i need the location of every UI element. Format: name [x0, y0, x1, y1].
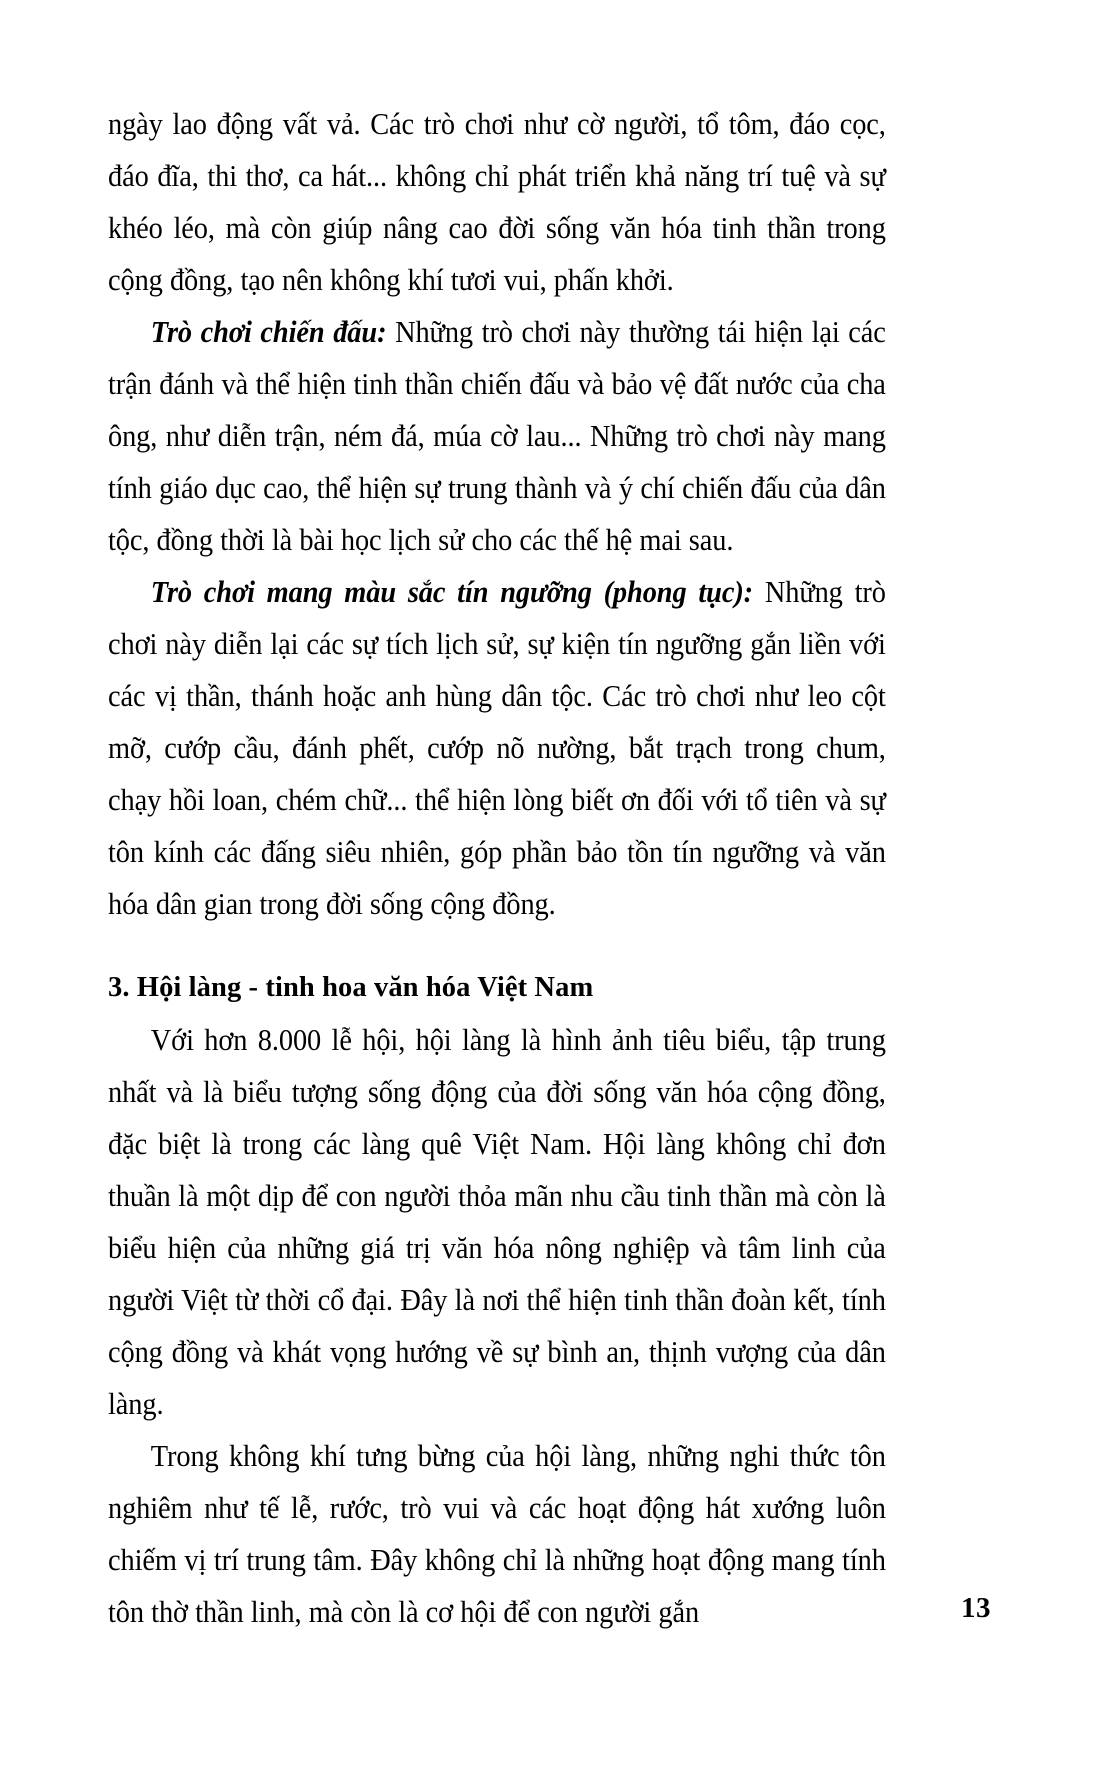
paragraph-lead-in: Trò chơi chiến đấu:	[150, 315, 387, 349]
paragraph-combat-games	[108, 306, 886, 566]
paragraph-text: Trong không khí tưng bừng của hội làng, những nghi thức tôn nghiêm như tế lễ, rước, trò vui và các hoạt động hát xướng luôn chiếm vị trí trung tâm. Đây không chỉ là những hoạt động mang tính tôn thờ thần linh, mà còn là cơ hội để con người gắn	[108, 1439, 886, 1629]
page-text-column	[108, 98, 886, 1638]
paragraph-continuation	[108, 98, 886, 306]
paragraph-village-festival-atmosphere	[108, 1430, 886, 1638]
page-number: 13	[961, 1592, 991, 1624]
paragraph-village-festival-intro	[108, 1014, 886, 1430]
paragraph-text: Những trò chơi này diễn lại các sự tích lịch sử, sự kiện tín ngưỡng gắn liền với các vị thần, thánh hoặc anh hùng dân tộc. Các trò chơi như leo cột mỡ, cướp cầu, đánh phết, cướp nõ nường, bắt trạch trong chum, chạy hồi loan, chém chữ... thể hiện lòng biết ơn đối với tổ tiên và sự tôn kính các đấng siêu nhiên, góp phần bảo tồn tín ngưỡng và văn hóa dân gian trong đời sống cộng đồng.	[108, 575, 886, 921]
paragraph-lead-in: Trò chơi mang màu sắc tín ngưỡng (phong tục):	[150, 575, 754, 609]
section-heading-3: 3. Hội làng - tinh hoa văn hóa Việt Nam	[108, 972, 594, 1003]
paragraph-text: Những trò chơi này thường tái hiện lại các trận đánh và thể hiện tinh thần chiến đấu và bảo vệ đất nước của cha ông, như diễn trận, ném đá, múa cờ lau... Những trò chơi này mang tính giáo dục cao, thể hiện sự trung thành và ý chí chiến đấu của dân tộc, đồng thời là bài học lịch sử cho các thế hệ mai sau.	[108, 315, 886, 557]
paragraph-text: Với hơn 8.000 lễ hội, hội làng là hình ảnh tiêu biểu, tập trung nhất và là biểu tượng sống động của đời sống văn hóa cộng đồng, đặc biệt là trong các làng quê Việt Nam. Hội làng không chỉ đơn thuần là một dịp để con người thỏa mãn nhu cầu tinh thần mà còn là biểu hiện của những giá trị văn hóa nông nghiệp và tâm linh của người Việt từ thời cổ đại. Đây là nơi thể hiện tinh thần đoàn kết, tính cộng đồng và khát vọng hướng về sự bình an, thịnh vượng của dân làng.	[108, 1023, 886, 1421]
paragraph-belief-games	[108, 566, 886, 930]
paragraph-text: ngày lao động vất vả. Các trò chơi như cờ người, tổ tôm, đáo cọc, đáo đĩa, thi thơ, ca hát... không chỉ phát triển khả năng trí tuệ và sự khéo léo, mà còn giúp nâng cao đời sống văn hóa tinh thần trong cộng đồng, tạo nên không khí tươi vui, phấn khởi.	[108, 107, 886, 297]
